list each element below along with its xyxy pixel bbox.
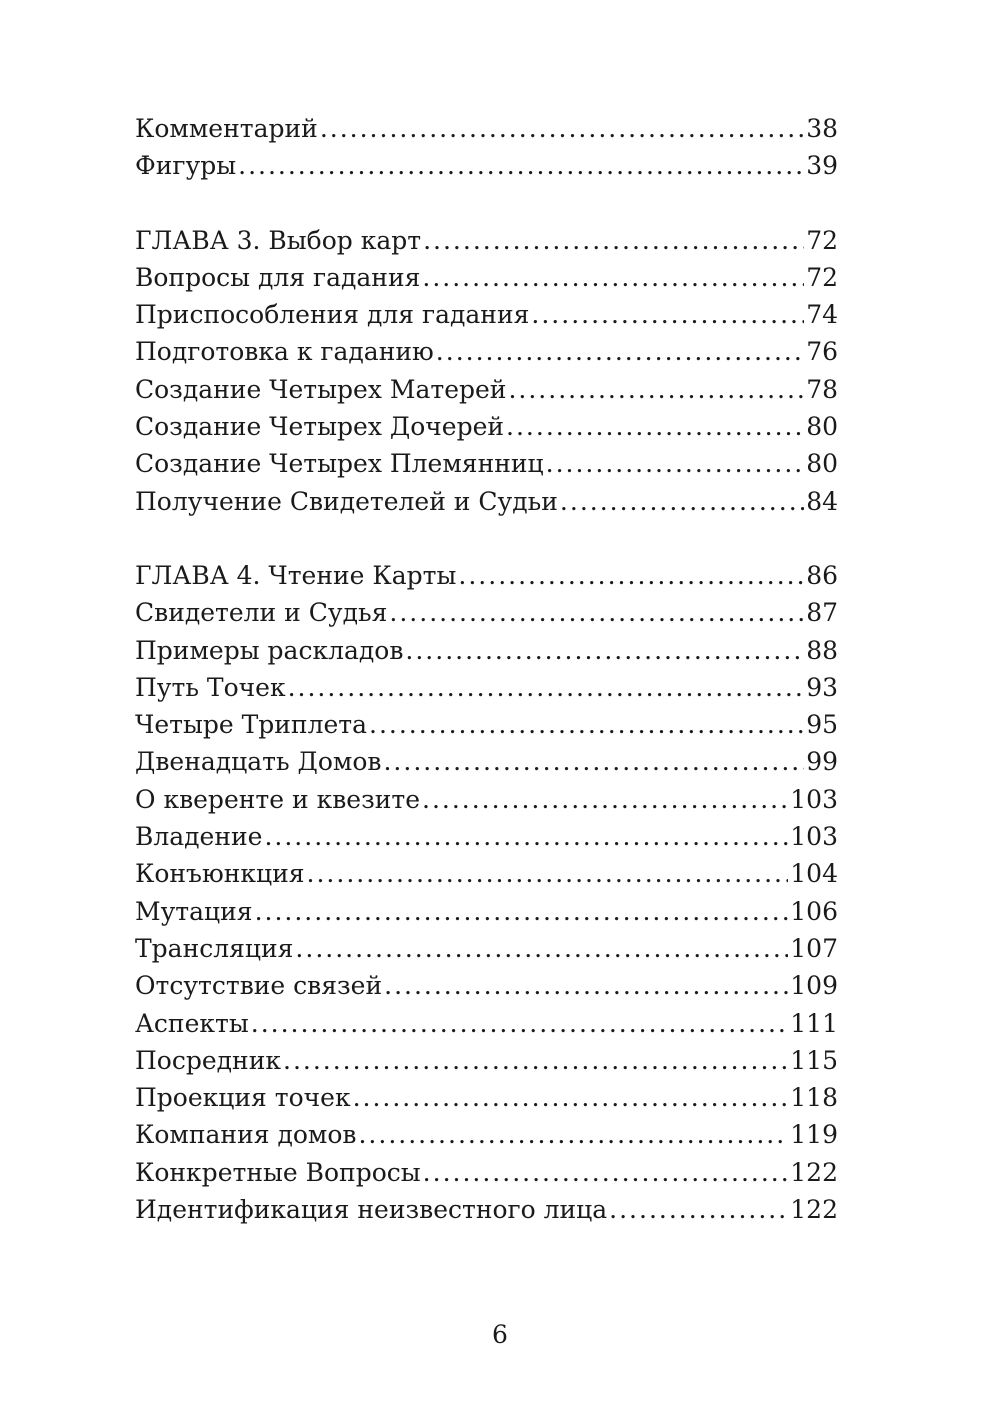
toc-entry-title: Фигуры [135, 151, 237, 181]
toc-entry[interactable] [135, 1154, 838, 1191]
toc-dot-leader [560, 483, 804, 520]
toc-entry-page: 39 [806, 151, 838, 181]
toc-entry-title: Создание Четырех Племянниц [135, 449, 544, 479]
toc-entry-title: Проекция точек [135, 1083, 351, 1113]
toc-entry[interactable] [135, 1079, 838, 1116]
toc-dot-leader [283, 1042, 788, 1079]
toc-dot-leader [389, 594, 804, 631]
toc-entry[interactable] [135, 632, 838, 669]
toc-dot-leader [436, 333, 804, 370]
toc-entry-title: Подготовка к гаданию [135, 337, 434, 367]
toc-entry-page: 72 [806, 262, 838, 292]
toc-entry[interactable] [135, 483, 838, 520]
toc-dot-leader [546, 445, 805, 482]
toc-entry-page: 119 [790, 1120, 838, 1150]
toc-entry-title: Путь Точек [135, 672, 286, 702]
toc-entry-title: Мутация [135, 896, 253, 926]
toc-entry-title: Вопросы для гадания [135, 262, 421, 292]
toc-entry-page: 95 [806, 710, 838, 740]
toc-dot-leader [508, 371, 804, 408]
toc-entry-page: 84 [806, 486, 838, 516]
toc-entry-title: Создание Четырех Матерей [135, 374, 507, 404]
toc-entry[interactable] [135, 296, 838, 333]
toc-entry-page: 76 [806, 337, 838, 367]
toc-dot-leader [609, 1191, 788, 1228]
toc-entry-page: 115 [790, 1045, 838, 1075]
toc-dot-leader [458, 557, 804, 594]
toc-dot-leader [264, 818, 788, 855]
toc-entry[interactable] [135, 743, 838, 780]
toc-entry[interactable] [135, 967, 838, 1004]
toc-entry-page: 80 [806, 449, 838, 479]
toc-entry[interactable] [135, 818, 838, 855]
toc-entry[interactable] [135, 1005, 838, 1042]
toc-entry[interactable] [135, 147, 838, 184]
toc-section [135, 110, 838, 185]
toc-entry[interactable] [135, 557, 838, 594]
toc-entry[interactable] [135, 408, 838, 445]
toc-entry-page: 93 [806, 672, 838, 702]
toc-entry[interactable] [135, 1042, 838, 1079]
toc-entry-title: Двенадцать Домов [135, 747, 382, 777]
toc-entry[interactable] [135, 781, 838, 818]
toc-entry[interactable] [135, 333, 838, 370]
toc-entry-page: 38 [806, 114, 838, 143]
toc-entry-title: Аспекты [135, 1008, 249, 1038]
toc-entry-title: Создание Четырех Дочерей [135, 412, 505, 442]
toc-dot-leader [422, 259, 804, 296]
toc-entry-page: 80 [806, 412, 838, 442]
toc-dot-leader [422, 781, 788, 818]
toc-entry-title: Получение Свидетелей и Судьи [135, 486, 558, 516]
toc-entry-page: 74 [806, 300, 838, 330]
toc-entry[interactable] [135, 706, 838, 743]
toc-entry-page: 109 [790, 971, 838, 1001]
toc-dot-leader [506, 408, 804, 445]
toc-entry-page: 111 [790, 1008, 838, 1038]
toc-entry[interactable] [135, 893, 838, 930]
toc-dot-leader [405, 632, 804, 669]
toc-entry-page: 104 [790, 859, 838, 889]
toc-dot-leader [320, 110, 804, 147]
toc-entry-title: ГЛАВА 4. Чтение Карты [135, 560, 457, 590]
table-of-contents [135, 110, 838, 1228]
toc-entry-page: 87 [806, 598, 838, 628]
toc-entry-page: 88 [806, 635, 838, 665]
toc-dot-leader [238, 147, 804, 184]
toc-dot-leader [531, 296, 804, 333]
toc-entry-title: Конкретные Вопросы [135, 1157, 421, 1187]
toc-entry-title: Идентификация неизвестного лица [135, 1195, 608, 1225]
toc-entry-title: Компания домов [135, 1120, 357, 1150]
toc-entry[interactable] [135, 669, 838, 706]
toc-entry[interactable] [135, 222, 838, 259]
toc-entry-page: 122 [790, 1157, 838, 1187]
toc-entry-title: Свидетели и Судья [135, 598, 388, 628]
toc-entry[interactable] [135, 1191, 838, 1228]
toc-entry[interactable] [135, 110, 838, 147]
page-number: 6 [492, 1320, 508, 1349]
toc-entry-title: Примеры раскладов [135, 635, 404, 665]
toc-entry-title: Отсутствие связей [135, 971, 383, 1001]
toc-entry[interactable] [135, 855, 838, 892]
toc-entry-page: 99 [806, 747, 838, 777]
toc-entry-title: Четыре Триплета [135, 710, 368, 740]
toc-entry-title: Владение [135, 822, 263, 852]
toc-dot-leader [255, 893, 789, 930]
toc-entry[interactable] [135, 594, 838, 631]
toc-dot-leader [423, 1154, 789, 1191]
toc-entry-page: 122 [790, 1195, 838, 1225]
toc-entry[interactable] [135, 445, 838, 482]
toc-dot-leader [383, 743, 804, 780]
toc-dot-leader [295, 930, 788, 967]
toc-entry-title: Комментарий [135, 114, 318, 143]
toc-entry-title: Посредник [135, 1045, 281, 1075]
toc-section [135, 557, 838, 1228]
toc-entry-page: 78 [806, 374, 838, 404]
toc-dot-leader [384, 967, 788, 1004]
toc-entry[interactable] [135, 1116, 838, 1153]
toc-entry-title: Трансляция [135, 933, 294, 963]
toc-dot-leader [307, 855, 789, 892]
toc-entry[interactable] [135, 371, 838, 408]
toc-dot-leader [251, 1005, 789, 1042]
toc-entry[interactable] [135, 259, 838, 296]
toc-entry-title: Приспособления для гадания [135, 300, 530, 330]
toc-entry-title: ГЛАВА 3. Выбор карт [135, 225, 422, 255]
toc-entry-page: 86 [806, 560, 838, 590]
toc-entry-page: 103 [790, 784, 838, 814]
toc-section [135, 222, 838, 520]
toc-dot-leader [358, 1116, 788, 1153]
toc-dot-leader [353, 1079, 789, 1116]
toc-dot-leader [423, 222, 804, 259]
toc-entry-title: Конъюнкция [135, 859, 305, 889]
toc-entry-page: 107 [790, 933, 838, 963]
toc-entry-page: 118 [790, 1083, 838, 1113]
toc-entry-page: 103 [790, 822, 838, 852]
toc-dot-leader [288, 669, 805, 706]
toc-entry[interactable] [135, 930, 838, 967]
toc-entry-page: 106 [790, 896, 838, 926]
toc-dot-leader [369, 706, 804, 743]
toc-entry-page: 72 [806, 225, 838, 255]
toc-entry-title: О кверенте и квезите [135, 784, 420, 814]
